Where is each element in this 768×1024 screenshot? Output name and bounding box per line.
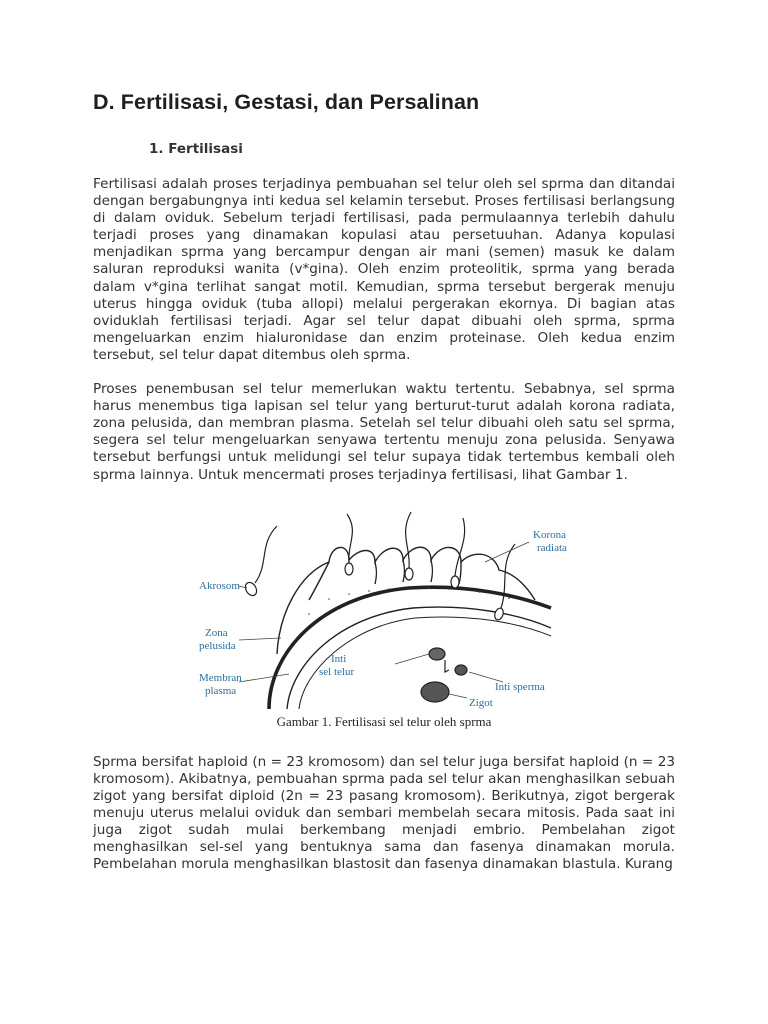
subsection-title: 1. Fertilisasi [149,141,243,157]
egg-nucleus [429,648,445,660]
sperm-cells [243,512,515,621]
zygote [421,682,449,702]
corona-radiata-cells [277,547,535,654]
label-inti-sel-1: Inti [331,652,347,665]
label-zona-1: Zona [205,626,228,639]
figure-fertilisasi [93,504,675,730]
label-korona-2: radiata [537,541,567,554]
figure-caption: Gambar 1. Fertilisasi sel telur oleh sprma [276,713,492,729]
paragraph-2: Proses penembusan sel telur memerlukan waktu tertentu. Sebabnya, sel sprma harus menembus tiga lapisan sel telur yang berturut-turut adalah korona radiata, zona pelusida, dan membran plasma. Setelah sel telur dibuahi oleh satu sel sprma, segera sel telur mengeluarkan senyawa tertentu menuju zona pelusida. Senyawa tersebut berfungsi untuk melidungi sel telur supaya tidak tertembus kembali oleh sprma lainnya. Untuk mencermati proses terjadinya fertilisasi, lihat Gambar 1. [93,381,675,483]
label-inti-sperma: Inti sperma [495,680,545,693]
nuclei [421,648,467,702]
label-membran-2: plasma [205,684,237,697]
paragraph-1: Fertilisasi adalah proses terjadinya pembuahan sel telur oleh sel sprma dan ditandai dengan bergabungnya inti kedua sel kelamin tersebut. Proses fertilisasi berlangsung di dalam oviduk. Sebelum terjadi fertilisasi, pada permulaannya terlebih dahulu terjadi proses yang dinamakan kopulasi atau persetuuhan. Adanya kopulasi menjadikan sprma yang bercampur dengan air mani (semen) masuk ke dalam saluran reproduksi wanita (v*gina). Oleh enzim proteolitik, sprma yang berada dalam v*gina terlihat sangat motil. Kemudian, sprma tersebut bergerak menuju uterus hingga oviduk (tuba allopi) melalui pergerakan ekornya. Di bagian atas oviduklah fertilisasi terjadi. Agar sel telur dapat dibuahi oleh sprma, sprma mengeluarkan enzim hialuronidase dan enzim proteinase. Oleh kedua enzim tersebut, sel telur dapat ditembus oleh sprma. [93,176,675,363]
label-akrosom: Akrosom [199,579,240,592]
fertilization-diagram [199,504,569,712]
label-korona-1: Korona [533,528,566,541]
document-content [93,90,675,873]
label-inti-sel-2: sel telur [319,665,355,678]
membran-plasma [287,607,551,709]
label-zona-2: pelusida [199,639,236,652]
label-zigot: Zigot [469,696,493,709]
section-title: D. Fertilisasi, Gestasi, dan Persalinan [93,90,480,114]
sperm-nucleus [455,665,467,675]
label-membran-1: Membran [199,671,242,684]
paragraph-3: Sprma bersifat haploid (n = 23 kromosom) dan sel telur juga bersifat haploid (n = 23 kromosom). Akibatnya, pembuahan sprma pada sel telur akan menghasilkan sebuah zigot yang bersifat diploid (2n = 23 pasang kromosom). Berikutnya, zigot bergerak menuju uterus melalui oviduk dan sembari membelah secara mitosis. Pada saat ini juga zigot sudah mulai berkembang menjadi embrio. Pembelahan zigot menghasilkan sel-sel yang bentuknya sama dan fasenya dinamakan morula. Pembelahan morula menghasilkan blastosit dan fasenya dinamakan blastula. Kurang [93,753,675,873]
